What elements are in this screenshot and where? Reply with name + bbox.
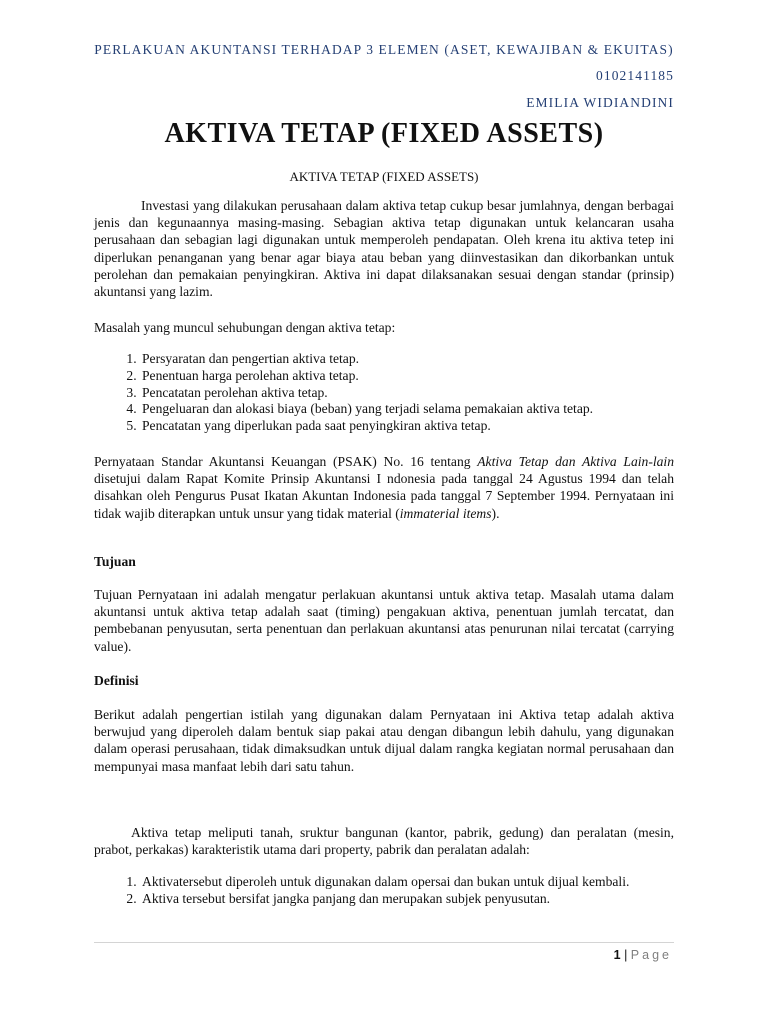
definisi-heading: Definisi xyxy=(94,673,139,688)
problems-list xyxy=(94,351,674,435)
psak-text xyxy=(94,453,674,522)
header-author: EMILIA WIDIANDINI xyxy=(526,95,674,110)
page-number: 1 xyxy=(613,948,621,962)
characteristics-list xyxy=(94,874,674,908)
tujuan-heading: Tujuan xyxy=(94,554,136,569)
intro-paragraph xyxy=(94,197,674,300)
list-item: 5. Pencatatan yang diperlukan pada saat penyingkiran aktiva tetap. xyxy=(140,418,674,435)
psak-part1: Pernyataan Standar Akuntansi Keuangan (PSAK) No. 16 tentang xyxy=(94,454,478,469)
psak-italic-title: Aktiva Tetap dan Aktiva Lain-lain xyxy=(477,454,674,469)
psak-paragraph xyxy=(94,453,674,522)
problems-intro-text: Masalah yang muncul sehubungan dengan aktiva tetap: xyxy=(94,320,396,335)
page-footer xyxy=(614,948,672,962)
psak-italic-term: immaterial items xyxy=(399,505,492,521)
list-item: 2. Aktiva tersebut bersifat jangka panjang dan merupakan subjek penyusutan. xyxy=(140,891,674,908)
list-item: 4. Pengeluaran dan alokasi biaya (beban) yang terjadi selama pemakaian aktiva tetap. xyxy=(140,401,674,418)
list-item: 1. Aktivatersebut diperoleh untuk digunakan dalam opersai dan bukan untuk dijual kembali. xyxy=(140,874,674,891)
tujuan-text: Tujuan Pernyataan ini adalah mengatur perlakuan akuntansi untuk aktiva tetap. Masalah utama dalam akuntansi untuk aktiva tetap adalah saat (timing) pengakuan aktiva, penentuan jumlah tercatat, dan pembebanan penyusutan, serta penentuan dan perlakuan akuntansi atas penurunan nilai tercatat (carrying value). xyxy=(94,587,674,654)
definisi-text: Berikut adalah pengertian istilah yang digunakan dalam Pernyataan ini Aktiva tetap adalah aktiva berwujud yang diperoleh dalam bentuk siap pakai atau dengan dibangun lebih dahulu, yang digunakan dalam operasi perusahaan, tidak dimaksudkan untuk dijual dalam rangka kegiatan normal perusahaan dan mempunyai masa manfaat lebih dari satu tahun. xyxy=(94,707,674,774)
page-word: Page xyxy=(630,948,672,962)
tujuan-heading-block xyxy=(94,553,674,570)
header-student-id: 0102141185 xyxy=(596,68,674,83)
meliputi-paragraph xyxy=(94,824,674,858)
psak-part3: ). xyxy=(491,505,500,521)
meliputi-text: Aktiva tetap meliputi tanah, sruktur bangunan (kantor, pabrik, gedung) dan peralatan (mesin, prabot, perkakas) karakteristik utama dari property, pabrik dan peralatan adalah: xyxy=(94,825,674,858)
problems-intro xyxy=(94,319,674,336)
header-title: PERLAKUAN AKUNTANSI TERHADAP 3 ELEMEN (ASET, KEWAJIBAN & EKUITAS) xyxy=(94,42,674,57)
tujuan-paragraph xyxy=(94,586,674,655)
document-subtitle: AKTIVA TETAP (FIXED ASSETS) xyxy=(289,169,479,184)
page-separator: | xyxy=(624,948,628,962)
footer-divider xyxy=(94,942,674,943)
definisi-heading-block xyxy=(94,672,674,689)
document-title: AKTIVA TETAP (FIXED ASSETS) xyxy=(164,118,604,149)
psak-part2: disetujui dalam Rapat Komite Prinsip Akuntansi I ndonesia pada tanggal 24 Agustus 1994 dan telah disahkan oleh Pengurus Pusat Ikatan Akuntan Indonesia pada tanggal 7 September 1994. Pernyataan ini tidak wajib diterapkan untuk unsur yang tidak material ( xyxy=(94,471,674,521)
intro-text: Investasi yang dilakukan perusahaan dalam aktiva tetap cukup besar jumlahnya, dengan berbagai jenis dan kegunaannya masing-masing. Sebagian aktiva tetap digunakan untuk kelancaran usaha perusahaan dan sebagian lagi digunakan untuk memperoleh pendapatan. Oleh krena itu aktiva tetep ini diperlukan penanganan yang benar agar biaya atau beban yang diinvestasikan dan dikorbankan untuk perolehan dan pemakaian penyingkiran. Aktiva ini dapat dilaksanakan sesuai dengan standar (prinsip) akuntansi yang lazim. xyxy=(94,198,674,300)
definisi-paragraph xyxy=(94,706,674,775)
list-item: 2. Penentuan harga perolehan aktiva tetap. xyxy=(140,368,674,385)
list-item: 1. Persyaratan dan pengertian aktiva tetap. xyxy=(140,351,674,368)
list-item: 3. Pencatatan perolehan aktiva tetap. xyxy=(140,385,674,402)
